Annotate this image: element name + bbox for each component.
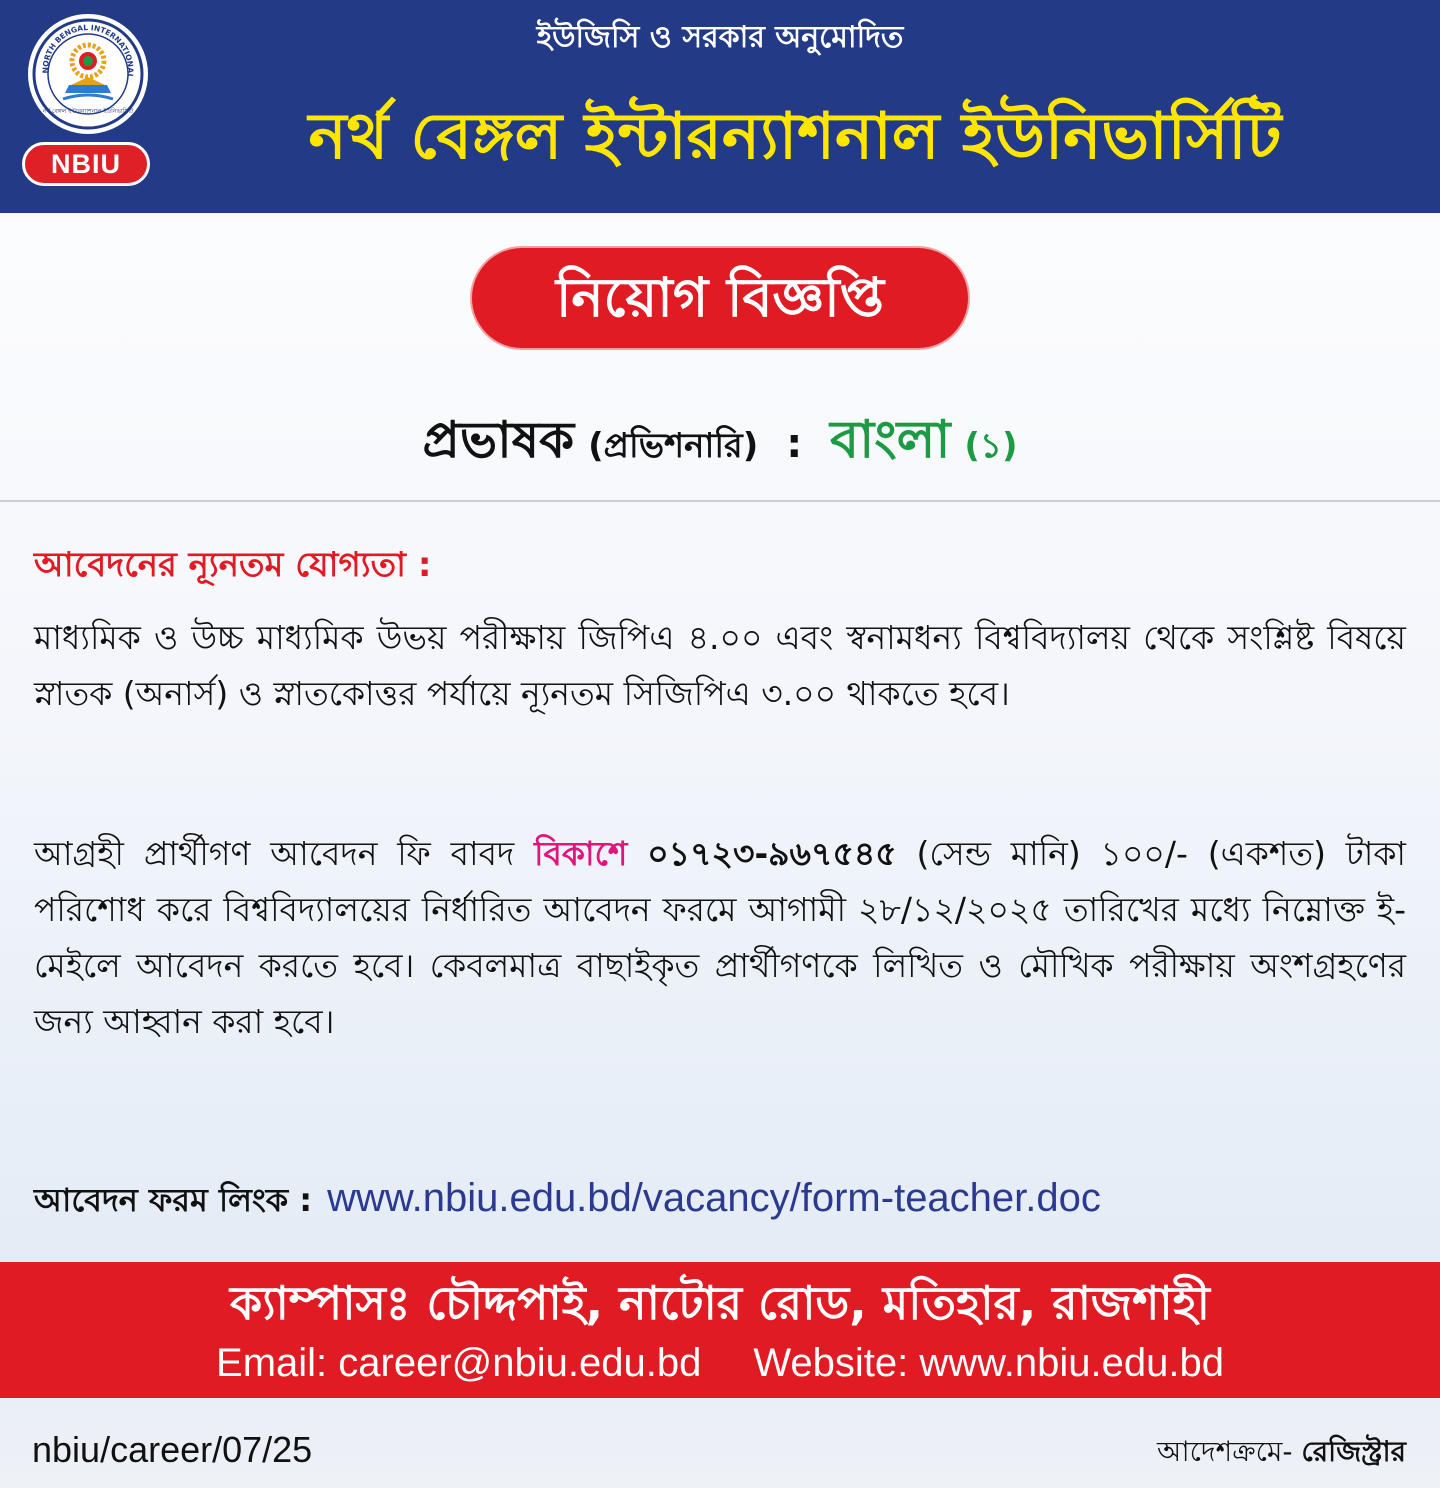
application-instructions <box>34 826 1406 1050</box>
qualification-text: মাধ্যমিক ও উচ্চ মাধ্যমিক উভয় পরীক্ষায় জিপিএ ৪.০০ এবং স্বনামধন্য বিশ্ববিদ্যালয় থেকে সংশ্লিষ্ট বিষয়ে স্নাতক (অনার্স) ও স্নাতকোত্তর পর্যায়ে ন্যূনতম সিজিপিএ ৩.০০ থাকতে হবে। <box>34 618 1406 713</box>
website-link[interactable]: Website: www.nbiu.edu.bd <box>753 1341 1224 1385</box>
bkash-label: বিকাশে <box>534 834 628 873</box>
emblem-icon <box>31 17 145 131</box>
logo-ring-text: NORTH BENGAL INTERNATIONAL <box>40 23 136 79</box>
university-name: নর্থ বেঙ্গল ইন্টারন্যাশনাল ইউনিভার্সিটি <box>308 100 1282 174</box>
logo-badge: NBIU <box>22 142 150 186</box>
email-link[interactable]: Email: career@nbiu.edu.bd <box>216 1341 702 1385</box>
university-logo <box>22 14 154 186</box>
bkash-number: ০১৭২৩-৯৬৭৫৪৫ <box>647 834 897 873</box>
position-line <box>0 400 1440 486</box>
application-text-after: (সেন্ড মানি) ১০০/- (একশত) টাকা পরিশোধ করে বিশ্ববিদ্যালয়ের নির্ধারিত আবেদন ফরমে আগামী ২৮/১২/২০২৫ তারিখের মধ্যে নিম্নোক্ত ই-মেইলে আবেদন করতে হবে। কেবলমাত্র বাছাইকৃত প্রার্থীগণকে লিখিত ও মৌখিক পরীক্ষায় অংশগ্রহণের জন্য আহ্বান করা হবে। <box>34 834 1406 1041</box>
signature-line <box>1157 1424 1406 1480</box>
contact-line <box>0 1334 1440 1392</box>
reference-number: nbiu/career/07/25 <box>32 1429 313 1470</box>
position-separator: : <box>786 421 803 467</box>
position-name: প্রভাষক <box>422 411 575 469</box>
form-link-url[interactable]: www.nbiu.edu.bd/vacancy/form-teacher.doc <box>327 1176 1101 1220</box>
logo-emblem <box>28 14 148 134</box>
campus-address: ক্যাম্পাসঃ চৌদ্দপাই, নাটোর রোড, মতিহার, রাজশাহী <box>230 1276 1210 1330</box>
vacancy-count: (১) <box>964 426 1018 466</box>
form-link-row <box>34 1170 1414 1234</box>
contact-footer <box>0 1262 1440 1398</box>
approval-text: ইউজিসি ও সরকার অনুমোদিত <box>536 20 904 55</box>
notice-title: নিয়োগ বিজ্ঞপ্তি <box>472 248 968 348</box>
signatory: রেজিস্ট্রার <box>1301 1435 1406 1468</box>
qualification-heading: আবেদনের ন্যূনতম যোগ্যতা : <box>34 545 432 585</box>
application-text-before: আগ্রহী প্রার্থীগণ আবেদন ফি বাবদ <box>34 834 535 873</box>
header-banner <box>0 0 1440 213</box>
order-prefix: আদেশক্রমে- <box>1157 1435 1302 1468</box>
form-link-label: আবেদন ফরম লিংক : <box>34 1181 313 1219</box>
subject-name: বাংলা <box>830 410 951 470</box>
section-divider <box>0 500 1440 502</box>
logo-bottom-text: নর্থ বেঙ্গল ইন্টারন্যাশনাল ইউনিভার্সিটি <box>42 108 134 115</box>
position-type: (প্রভিশনারি) <box>588 426 759 466</box>
